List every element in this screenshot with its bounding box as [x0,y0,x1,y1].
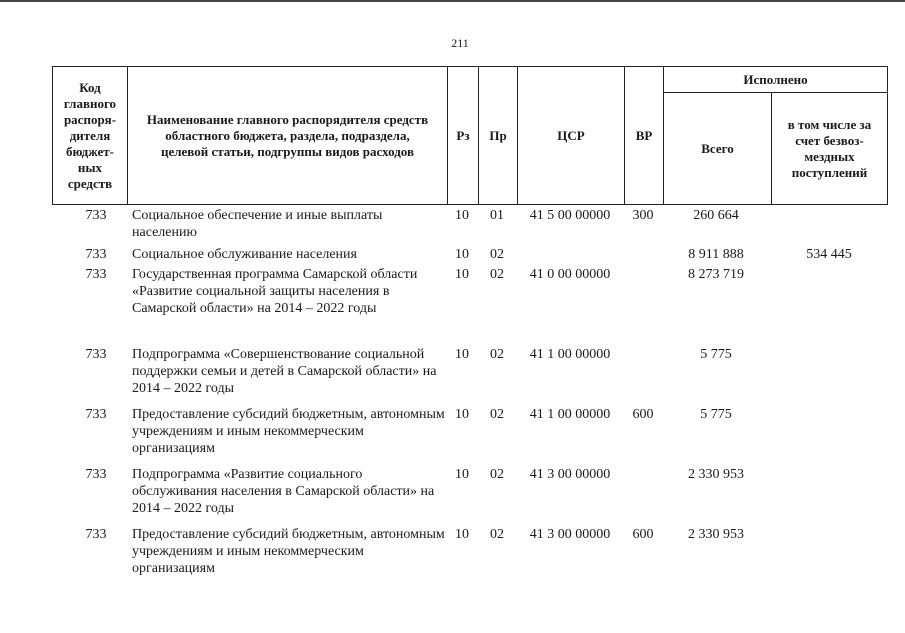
header-executed: Исполнено [743,71,808,87]
top-edge-rule [0,0,905,2]
row-name: Социальное обслуживание населения [132,247,357,262]
table-header [52,66,888,205]
row-pr: 02 [490,527,504,542]
row-total: 5 775 [700,407,732,422]
row-name: Предоставление субсидий бюджетным, автономным учреждениям и иным некоммерческим организациям [132,527,445,576]
row-code: 733 [85,247,107,262]
row-pr: 01 [490,208,504,223]
header-vr: ВР [635,127,653,143]
row-total: 2 330 953 [688,527,744,542]
row-total: 8 911 888 [688,247,744,262]
row-name: Предоставление субсидий бюджетным, автономным учреждениям и иным некоммерческим организациям [132,407,445,456]
row-code: 733 [85,347,107,362]
row-total: 5 775 [700,347,732,362]
row-vr: 300 [632,208,654,223]
row-csr: 41 0 00 00000 [529,267,611,282]
row-pr: 02 [490,467,504,482]
row-pr: 02 [490,267,504,282]
row-code: 733 [85,467,107,482]
row-rz: 10 [455,247,469,262]
row-vr: 600 [632,527,654,542]
row-csr: 41 1 00 00000 [529,407,611,422]
header-name: Наименование главного распорядителя средств областного бюджета, раздела, подраздела, целевой статьи, подгруппы видов расходов [146,111,429,159]
row-rz: 10 [455,407,469,422]
header-rz: Рз [456,127,470,143]
header-csr: ЦСР [557,127,585,143]
row-pr: 02 [490,407,504,422]
row-total: 8 273 719 [688,267,744,282]
row-rz: 10 [455,267,469,282]
row-rz: 10 [455,347,469,362]
row-csr: 41 3 00 00000 [529,467,611,482]
header-pr: Пр [489,127,507,143]
row-rz: 10 [455,467,469,482]
row-name: Подпрограмма «Совершенствование социальной поддержки семьи и детей в Самарской области» на 2014 – 2022 годы [132,347,437,396]
row-code: 733 [85,527,107,542]
row-code: 733 [85,407,107,422]
row-rz: 10 [455,208,469,223]
page-number: 211 [451,36,469,50]
row-free-receipts: 534 445 [806,247,852,262]
row-total: 2 330 953 [688,467,744,482]
row-csr: 41 3 00 00000 [529,527,611,542]
header-code: Код главного распоря-дителя бюджет-ных средств [63,79,117,191]
row-pr: 02 [490,347,504,362]
row-name: Государственная программа Самарской области «Развитие социальной защиты населения в Самарской области» на 2014 – 2022 годы [132,267,418,316]
row-csr: 41 5 00 00000 [529,208,611,223]
row-name: Подпрограмма «Развитие социального обслуживания населения в Самарской области» на 2014 – 2022 годы [132,467,435,516]
row-total: 260 664 [693,208,739,223]
row-csr: 41 1 00 00000 [529,347,611,362]
row-pr: 02 [490,247,504,262]
header-free-receipts: в том числе за счет безвоз-мездных поступлений [787,116,872,180]
row-name: Социальное обеспечение и иные выплаты населению [132,208,383,240]
header-total: Всего [701,140,734,156]
row-vr: 600 [632,407,654,422]
row-code: 733 [85,208,107,223]
row-code: 733 [85,267,107,282]
row-rz: 10 [455,527,469,542]
